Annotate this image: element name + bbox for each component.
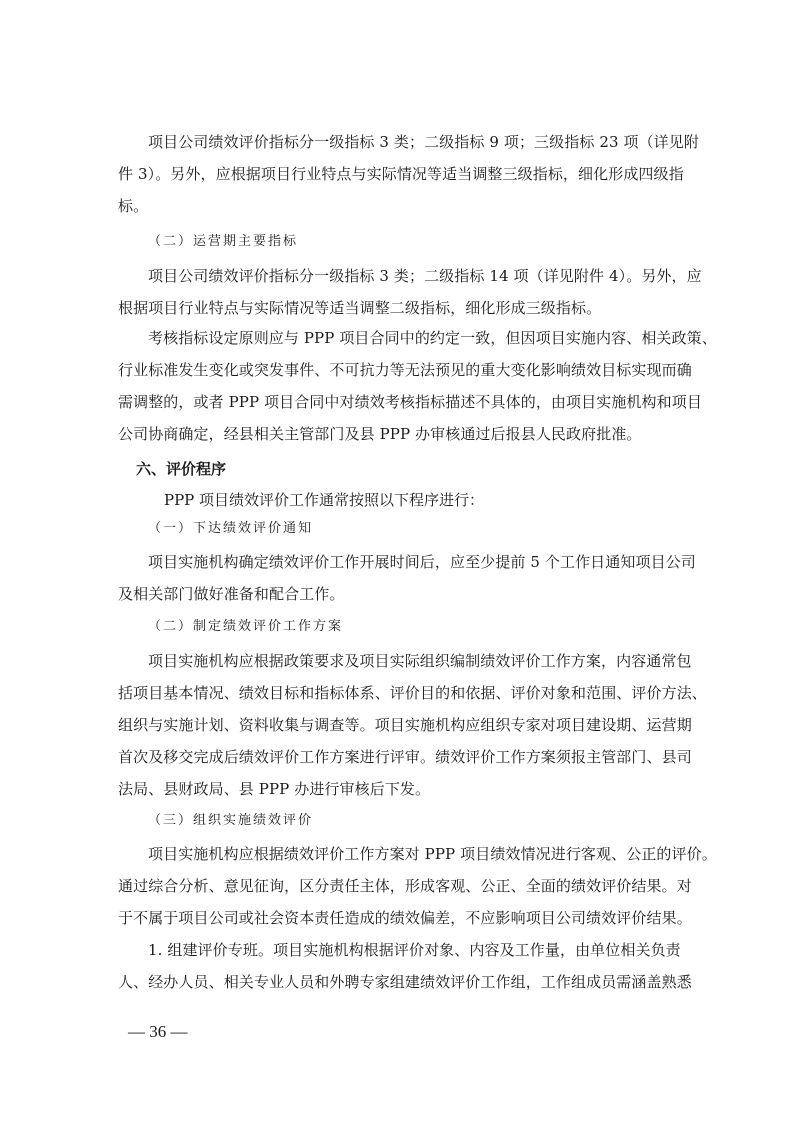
paragraph-operating-indicators: [118, 260, 710, 324]
subheading-implement-evaluation: （三）组织实施绩效评价: [148, 813, 314, 828]
text-line: 首次及移交完成后绩效评价工作方案进行评审。绩效评价工作方案须报主管部门、县司: [118, 748, 692, 766]
text-line: 公司协商确定，经县相关主管部门及县 PPP 办审核通过后报县人民政府批准。: [118, 425, 642, 443]
text-line: 1. 组建评价专班。项目实施机构根据评价对象、内容及工作量，由单位相关负责: [148, 941, 681, 959]
text-line: 项目实施机构应根据绩效评价工作方案对 PPP 项目绩效情况进行客观、公正的评价。: [148, 845, 717, 863]
paragraph-issue-notice: [118, 546, 710, 610]
subheading-work-plan: （二）制定绩效评价工作方案: [148, 619, 344, 634]
text-line: 行业标准发生变化或突发事件、不可抗力等无法预见的重大变化影响绩效目标实现而确: [118, 361, 692, 379]
paragraph-indicator-principles: [118, 322, 717, 450]
text-line: 件 3）。另外，应根据项目行业特点与实际情况等适当调整三级指标，细化形成四级指: [118, 165, 684, 183]
section-heading-evaluation-procedure: 六、评价程序: [136, 460, 227, 478]
text-line: 项目实施机构确定绩效评价工作开展时间后，应至少提前 5 个工作日通知项目公司: [148, 553, 696, 571]
text-line: 项目实施机构应根据政策要求及项目实际组织编制绩效评价工作方案，内容通常包: [148, 652, 692, 670]
text-line: 根据项目行业特点与实际情况等适当调整二级指标，细化形成三级指标。: [118, 299, 602, 317]
text-line: 需调整的，或者 PPP 项目合同中对绩效考核指标描述不具体的，由项目实施机构和项目: [118, 393, 702, 411]
text-line: 考核指标设定原则应与 PPP 项目合同中的约定一致，但因项目实施内容、相关政策、: [148, 329, 717, 347]
text-line: 标。: [118, 197, 149, 215]
subheading-issue-notice: （一）下达绩效评价通知: [148, 521, 314, 536]
text-line: 于不属于项目公司或社会资本责任造成的绩效偏差，不应影响项目公司绩效评价结果。: [118, 909, 692, 927]
paragraph-procedure-intro: PPP 项目绩效评价工作通常按照以下程序进行：: [164, 491, 485, 509]
text-line: 项目公司绩效评价指标分一级指标 3 类；二级指标 9 项；三级指标 23 项（详见附: [148, 133, 699, 151]
text-line: 括项目基本情况、绩效目标和指标体系、评价目的和依据、评价对象和范围、评价方法、: [118, 684, 707, 702]
paragraph-level3-indicators: [118, 126, 710, 222]
text-line: 人、经办人员、相关专业人员和外聘专家组建绩效评价工作组，工作组成员需涵盖熟悉: [118, 973, 692, 991]
text-line: 项目公司绩效评价指标分一级指标 3 类；二级指标 14 项（详见附件 4）。另外，应: [148, 267, 702, 285]
paragraph-work-plan: [118, 645, 710, 805]
subheading-operating-indicators: （二）运营期主要指标: [148, 234, 299, 249]
paragraph-implement-evaluation: [118, 838, 717, 934]
text-line: 组织与实施计划、资料收集与调查等。项目实施机构应组织专家对项目建设期、运营期: [118, 716, 692, 734]
text-line: 及相关部门做好准备和配合工作。: [118, 585, 345, 603]
text-line: 法局、县财政局、县 PPP 办进行审核后下发。: [118, 780, 431, 798]
page-number: — 36 —: [128, 1022, 188, 1041]
text-line: 通过综合分析、意见征询，区分责任主体，形成客观、公正、全面的绩效评价结果。对: [118, 877, 692, 895]
paragraph-form-evaluation-team: [118, 934, 710, 998]
